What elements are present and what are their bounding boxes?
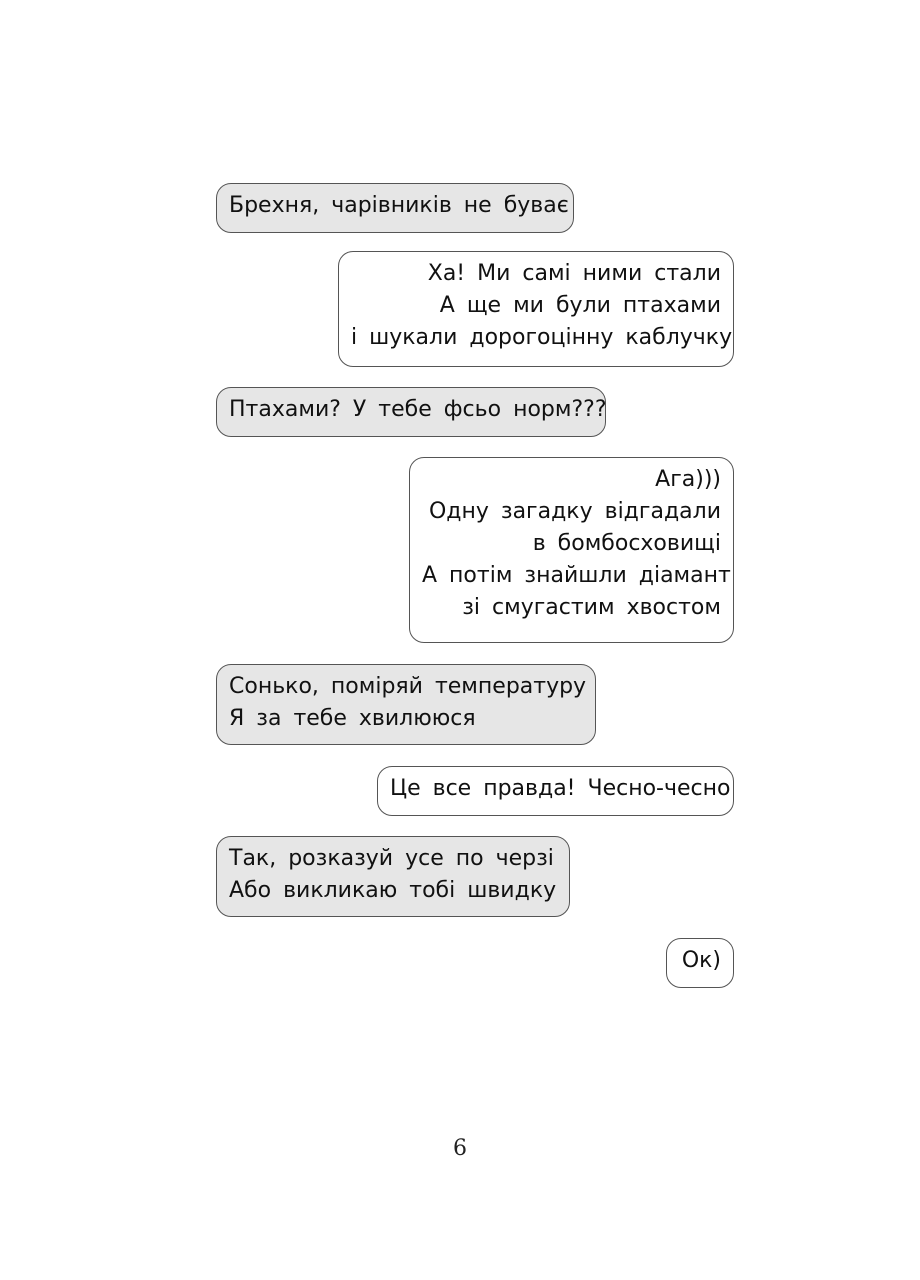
page-number: 6 bbox=[453, 1136, 467, 1161]
message-bubble-outgoing bbox=[666, 938, 734, 988]
message-line: А ще ми були птахами bbox=[439, 293, 721, 318]
message-bubble-incoming bbox=[216, 387, 606, 437]
message-bubble-outgoing bbox=[409, 457, 734, 643]
message-bubble-outgoing bbox=[338, 251, 734, 367]
message-line: Ага))) bbox=[655, 467, 721, 492]
message-line: і шукали дорогоцінну каблучку bbox=[351, 325, 733, 350]
message-line: Брехня, чарівників не буває bbox=[229, 193, 569, 218]
message-bubble-incoming bbox=[216, 664, 596, 745]
message-line: Або викликаю тобі швидку bbox=[229, 878, 557, 903]
message-line: Я за тебе хвилююся bbox=[229, 706, 476, 731]
message-line: А потім знайшли діамант bbox=[422, 563, 731, 588]
message-line: зі смугастим хвостом bbox=[462, 595, 721, 620]
message-line: в бомбосховищі bbox=[532, 531, 721, 556]
message-bubble-outgoing bbox=[377, 766, 734, 816]
message-line: Так, розказуй усе по черзі bbox=[229, 846, 554, 871]
message-line: Сонько, поміряй температуру bbox=[229, 674, 587, 699]
message-line: Ха! Ми самі ними стали bbox=[427, 261, 721, 286]
message-bubble-incoming bbox=[216, 836, 570, 917]
message-line: Одну загадку відгадали bbox=[428, 499, 721, 524]
message-line: Ок) bbox=[681, 948, 721, 973]
message-bubble-incoming bbox=[216, 183, 574, 233]
message-line: Птахами? У тебе фсьо норм??? bbox=[229, 397, 607, 422]
message-line: Це все правда! Чесно-чесно bbox=[390, 776, 731, 801]
